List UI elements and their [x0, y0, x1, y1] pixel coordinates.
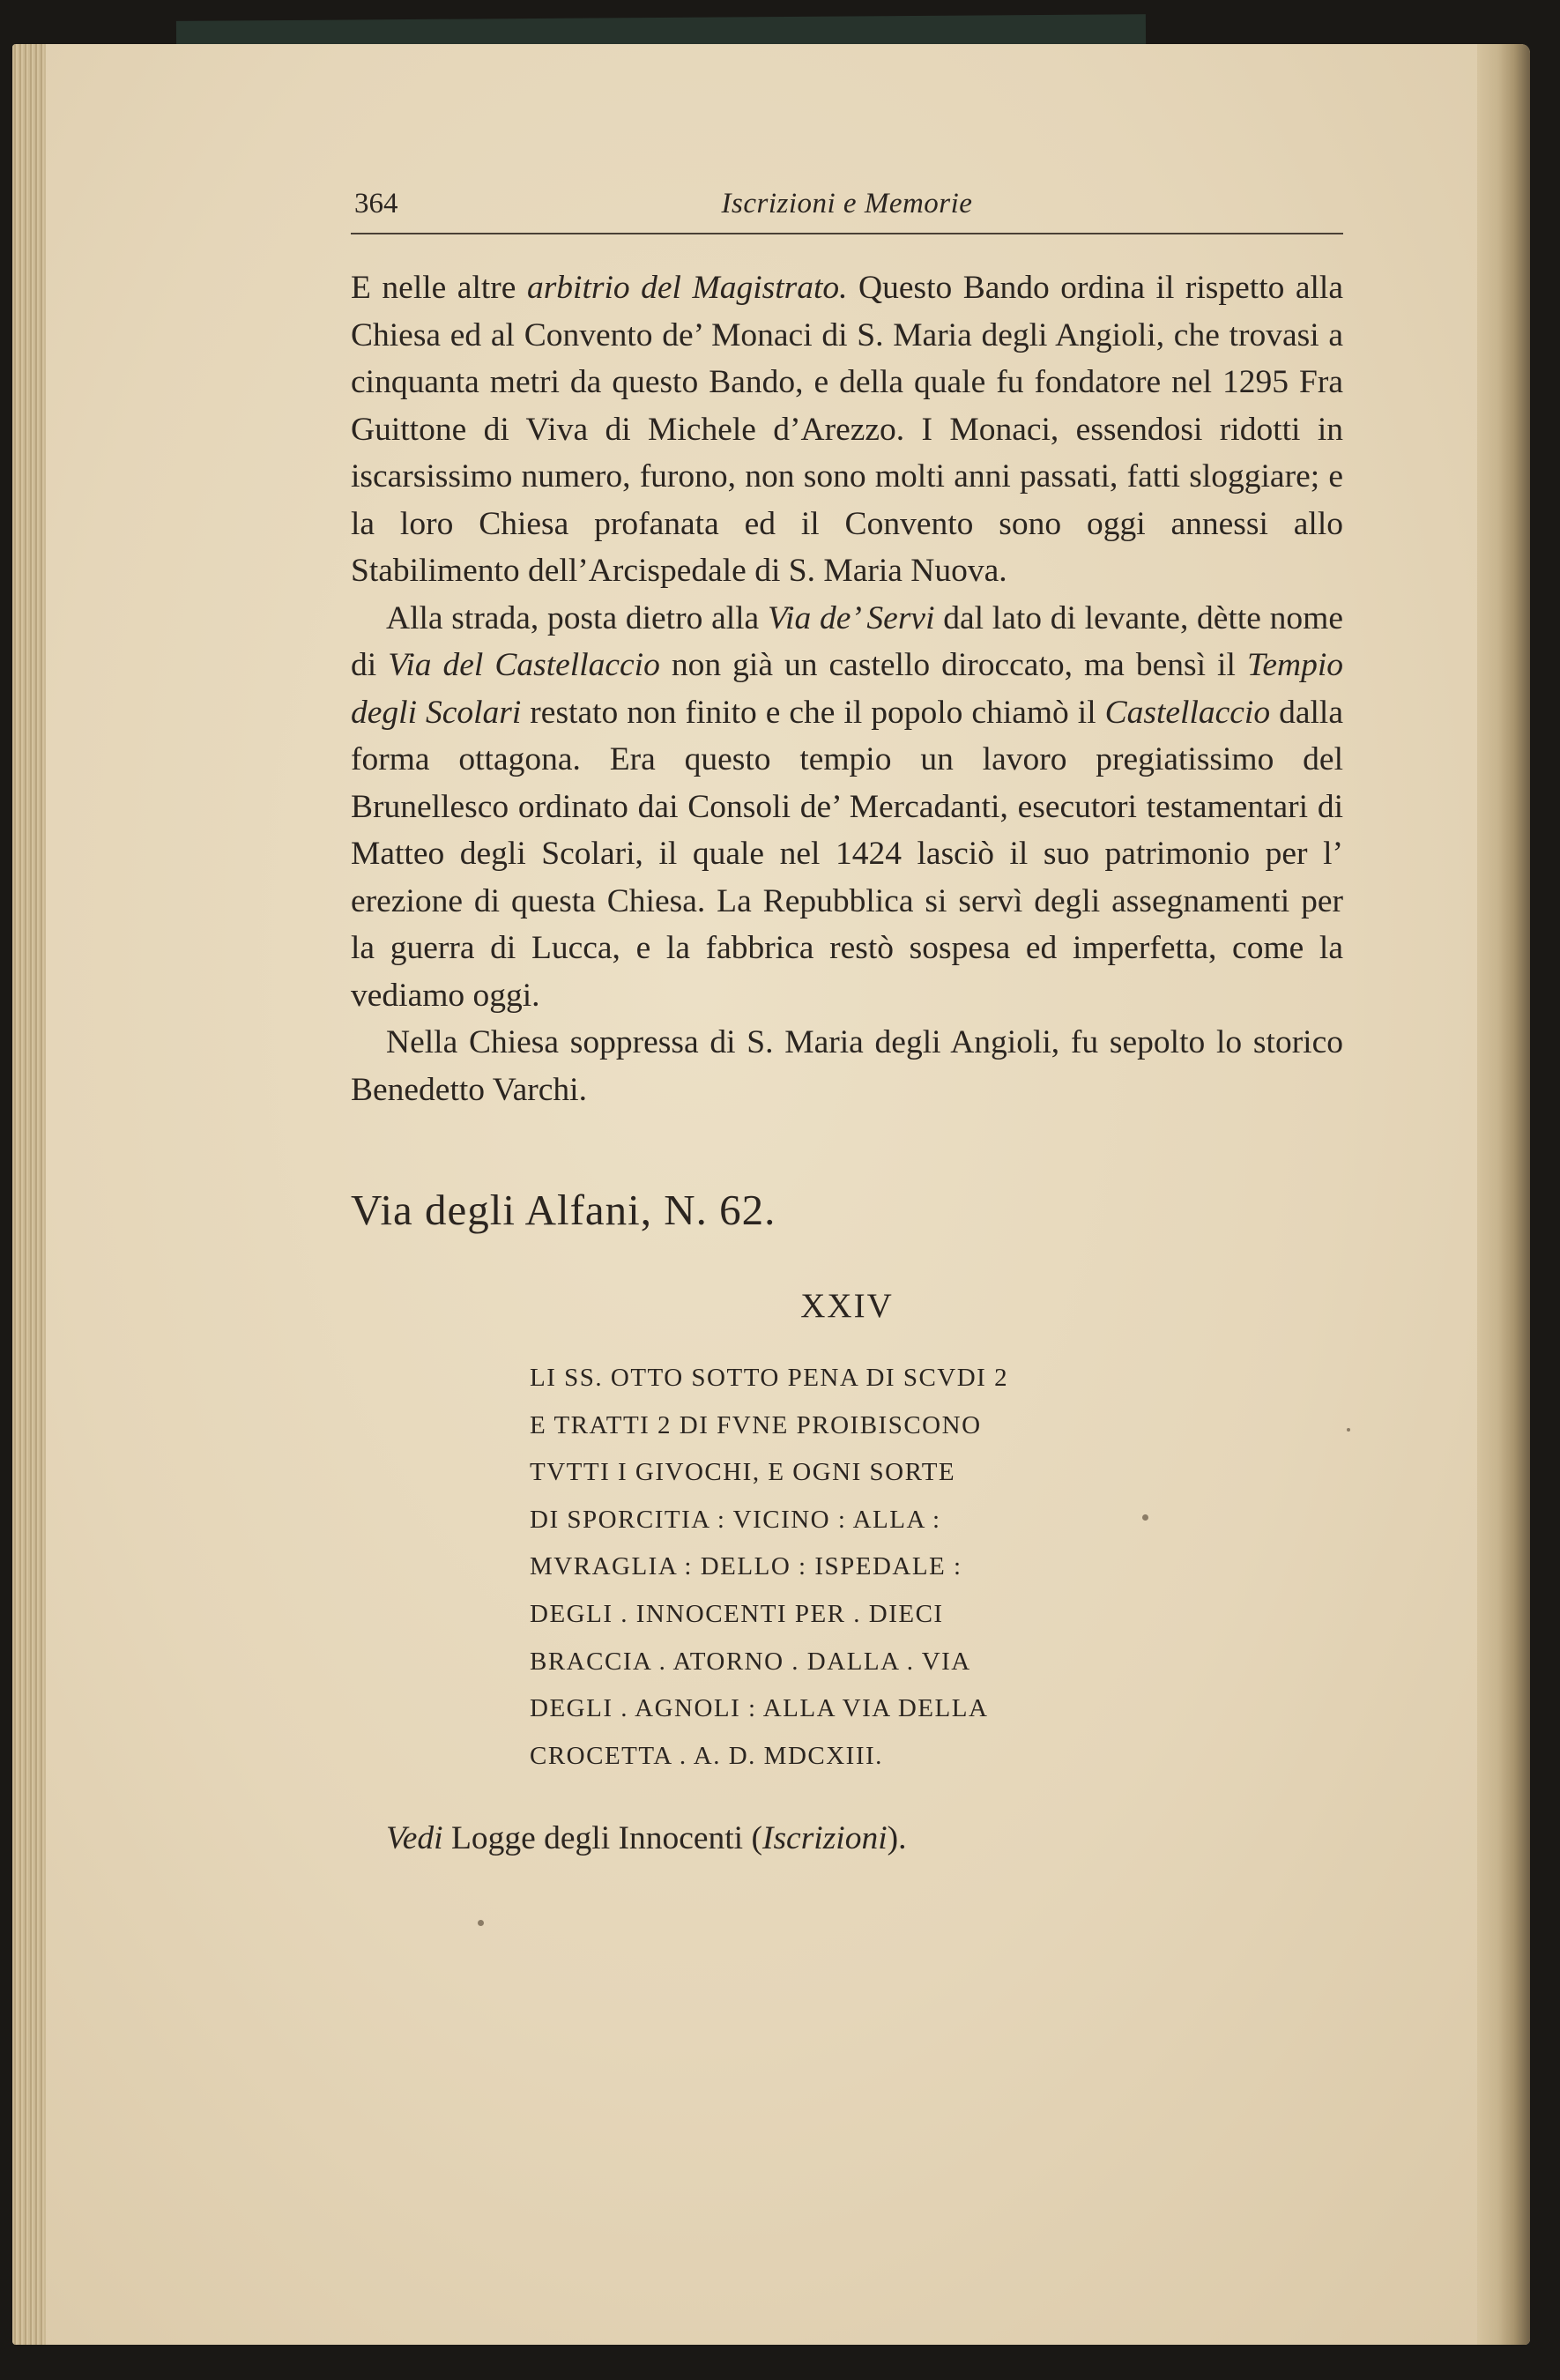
text-run: non già un castello diroccato, ma bensì il	[659, 647, 1247, 683]
italic-run: Castellaccio	[1104, 694, 1271, 731]
inscription-line: BRACCIA . ATORNO . DALLA . VIA	[530, 1647, 971, 1676]
plaque-number: XXIV	[800, 1287, 894, 1325]
body-text	[351, 264, 1343, 1113]
paragraph-3	[351, 1019, 1343, 1113]
text-run: Alla strada, posta dietro alla	[386, 599, 768, 636]
inscription-line: TVTTI I GIVOCHI, E OGNI SORTE	[530, 1458, 956, 1487]
text-run: dalla forma ottagona. Era questo tempio un lavoro pregiatissimo del Brunellesco ordinato dai Consoli de’ Mercadanti, esecutori testamentari di Matteo degli Scolari, il quale nel 1424 lasciò il suo patrimonio per l’ erezione di questa Chiesa. La Repubblica si servì degli assegnamenti per la guerra di Lucca, e la fabbrica restò sospesa ed imperfetta, come la vediamo oggi.	[351, 694, 1343, 1014]
page-fore-edge	[1477, 44, 1530, 2345]
running-title: Iscrizioni e Memorie	[721, 188, 973, 219]
see-also-ref: Iscrizioni	[761, 1820, 888, 1857]
see-also-close: ).	[887, 1820, 907, 1857]
section-heading: Via degli Alfani, N. 62.	[351, 1186, 776, 1234]
book-page	[12, 44, 1530, 2345]
inscription-line: DI SPORCITIA : VICINO : ALLA :	[530, 1505, 941, 1534]
inscription-line: E TRATTI 2 DI FVNE PROIBISCONO	[530, 1410, 982, 1439]
inscription-line: DEGLI . AGNOLI : ALLA VIA DELLA	[530, 1694, 989, 1723]
text-run: restato non finito e che il popolo chiamò il	[521, 694, 1105, 731]
page-number: 364	[354, 188, 398, 219]
inscription-line: LI SS. OTTO SOTTO PENA DI SCVDI 2	[530, 1364, 1009, 1392]
italic-run: arbitrio del Magistrato.	[526, 270, 848, 306]
inscription-line: MVRAGLIA : DELLO : ISPEDALE :	[530, 1552, 962, 1581]
paragraph-2	[351, 595, 1343, 1020]
text-run: E nelle altre	[351, 270, 527, 306]
italic-run: Tempio degli Scolari	[351, 647, 1343, 731]
text-run: dal lato di levante, dètte nome di	[351, 599, 1343, 683]
text-run: Nella Chiesa soppressa di S. Maria degli Angioli, fu sepolto lo storico Benedetto Varchi.	[351, 1024, 1343, 1108]
paragraph-1	[351, 264, 1343, 595]
inscription-line: CROCETTA . A. D. MDCXIII.	[530, 1741, 883, 1770]
vedi-label: Vedi	[386, 1820, 443, 1857]
header-rule	[351, 233, 1343, 234]
paper-speck	[1347, 1428, 1350, 1432]
inscription	[530, 1355, 1129, 1780]
see-also-text: Logge degli Innocenti (	[442, 1820, 762, 1857]
see-also-note	[351, 1815, 1343, 1863]
text-run: Questo Bando ordina il rispetto alla Chiesa ed al Convento de’ Monaci di S. Maria degli Angioli, che trovasi a cinquanta metri da questo Bando, e della quale fu fondatore nel 1295 Fra Guittone di Viva di Michele d’Arezzo. I Monaci, essendosi ridotti in iscarsissimo numero, furono, non sono molti anni passati, fatti sloggiare; e la loro Chiesa profanata ed il Convento sono oggi annessi allo Stabilimento dell’Arcispedale di S. Maria Nuova.	[351, 270, 1343, 589]
italic-run: Via de’ Servi	[767, 599, 935, 636]
paper-speck	[478, 1920, 484, 1926]
page-content	[351, 176, 1343, 1863]
page-gutter	[12, 44, 46, 2345]
inscription-line: DEGLI . INNOCENTI PER . DIECI	[530, 1599, 944, 1628]
italic-run: Via del Castellaccio	[388, 647, 660, 683]
running-header	[351, 176, 1343, 227]
